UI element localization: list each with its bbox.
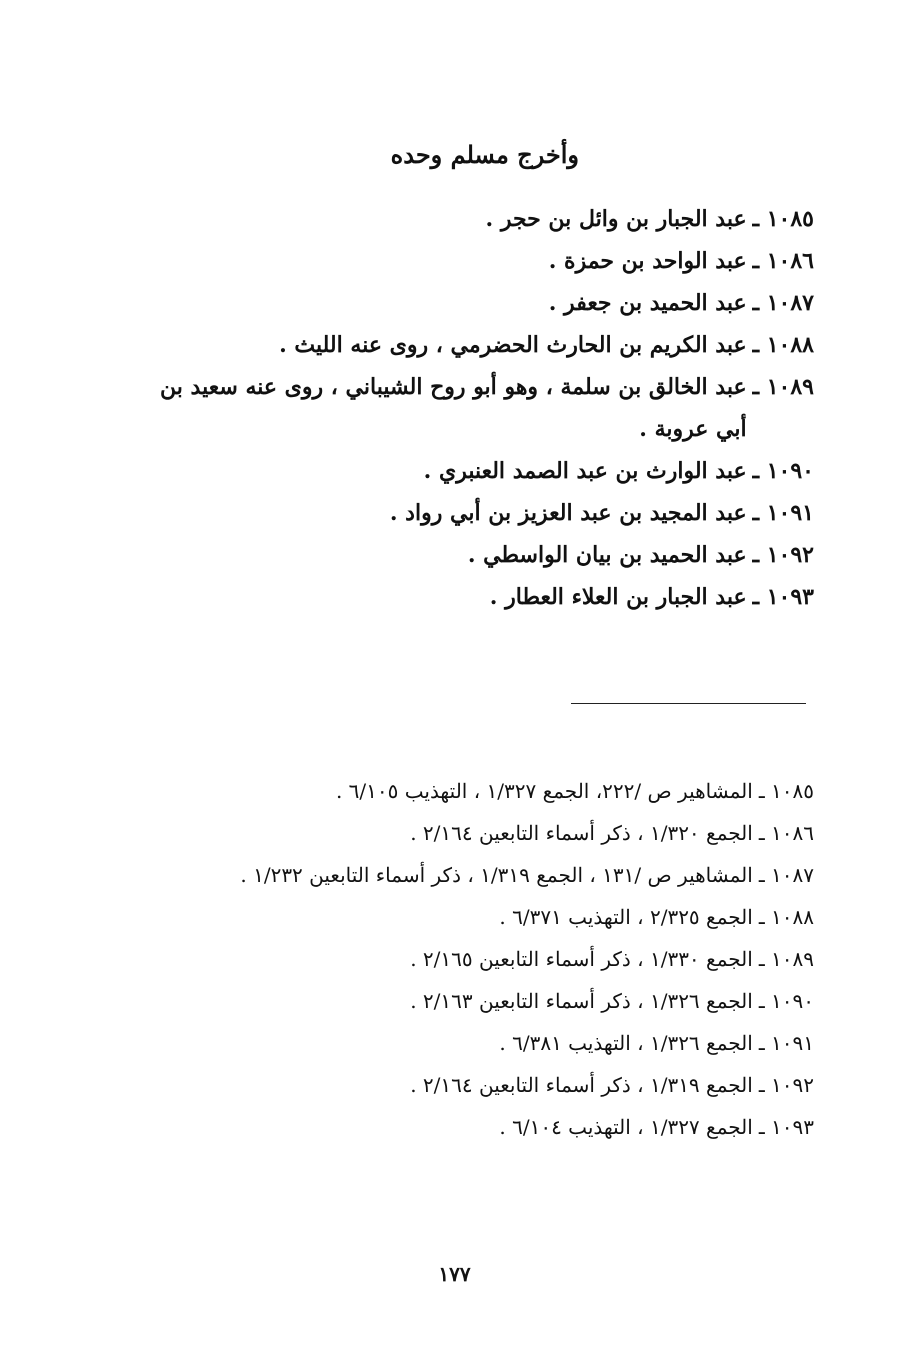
- footnote-separator: [571, 703, 806, 704]
- list-item: [134, 240, 814, 282]
- footnote-text: المشاهير ص /٢٢٢، الجمع ١/٣٢٧ ، التهذيب ٦/١٠٥ .: [335, 779, 753, 803]
- entry-text: عبد الحميد بن جعفر .: [548, 290, 747, 316]
- footnote-text: الجمع ١/٣١٩ ، ذكر أسماء التابعين ٢/١٦٤ .: [410, 1073, 753, 1097]
- entry-number: ١٠٨٧ ـ: [752, 290, 814, 316]
- footnote: [134, 938, 814, 980]
- footnote-number: ١٠٨٧ ـ: [758, 863, 814, 887]
- footnote-number: ١٠٨٩ ـ: [758, 947, 814, 971]
- list-item: [134, 492, 814, 534]
- list-item: [134, 198, 814, 240]
- footnote-text: الجمع ١/٣٢٠ ، ذكر أسماء التابعين ٢/١٦٤ .: [410, 821, 753, 845]
- entries-list: [134, 198, 814, 618]
- entry-text: عبد الواحد بن حمزة .: [548, 248, 747, 274]
- footnote: [134, 1022, 814, 1064]
- entry-number: ١٠٨٦ ـ: [752, 248, 814, 274]
- entry-text: عبد الوارث بن عبد الصمد العنبري .: [423, 458, 747, 484]
- footnote-text: الجمع ١/٣٢٧ ، التهذيب ٦/١٠٤ .: [499, 1115, 753, 1139]
- footnote: [134, 980, 814, 1022]
- list-item: [134, 282, 814, 324]
- footnote: [134, 1106, 814, 1148]
- footnote-text: الجمع ١/٣٢٦ ، ذكر أسماء التابعين ٢/١٦٣ .: [410, 989, 753, 1013]
- list-item: [134, 534, 814, 576]
- entry-text: عبد الحميد بن بيان الواسطي .: [467, 542, 747, 568]
- footnote-number: ١٠٩١ ـ: [758, 1031, 814, 1055]
- footnote-number: ١٠٨٨ ـ: [758, 905, 814, 929]
- entry-number: ١٠٨٥ ـ: [752, 206, 814, 232]
- footnote-text: الجمع ١/٣٢٦ ، التهذيب ٦/٣٨١ .: [499, 1031, 753, 1055]
- page-number: ١٧٧: [438, 1262, 471, 1286]
- entry-number: ١٠٩٢ ـ: [752, 542, 814, 568]
- list-item: [134, 450, 814, 492]
- entry-text: عبد المجيد بن عبد العزيز بن أبي رواد .: [389, 500, 747, 526]
- entry-number: ١٠٨٩ ـ: [752, 374, 814, 400]
- footnote-text: المشاهير ص /١٣١ ، الجمع ١/٣١٩ ، ذكر أسماء التابعين ١/٢٣٢ .: [240, 863, 753, 887]
- footnotes-list: [134, 770, 814, 1148]
- footnote-number: ١٠٩٣ ـ: [758, 1115, 814, 1139]
- entry-number: ١٠٩١ ـ: [752, 500, 814, 526]
- footnote: [134, 812, 814, 854]
- entry-number: ١٠٩٣ ـ: [752, 584, 814, 610]
- entry-text: عبد الخالق بن سلمة ، وهو أبو روح الشيباني ، روى عنه سعيد بن أبي عروبة .: [160, 374, 747, 442]
- entry-number: ١٠٩٠ ـ: [752, 458, 814, 484]
- list-item: [134, 324, 814, 366]
- footnote: [134, 896, 814, 938]
- footnote: [134, 770, 814, 812]
- entry-text: عبد الجبار بن العلاء العطار .: [489, 584, 747, 610]
- list-item: [134, 576, 814, 618]
- footnote-number: ١٠٩٢ ـ: [758, 1073, 814, 1097]
- entry-text: عبد الكريم بن الحارث الحضرمي ، روى عنه الليث .: [279, 332, 747, 358]
- list-item: [134, 366, 814, 450]
- section-heading: وأخرج مسلم وحده: [390, 140, 579, 169]
- footnote: [134, 854, 814, 896]
- footnote-number: ١٠٨٥ ـ: [758, 779, 814, 803]
- footnote: [134, 1064, 814, 1106]
- entry-text: عبد الجبار بن وائل بن حجر .: [485, 206, 747, 232]
- footnote-number: ١٠٩٠ ـ: [758, 989, 814, 1013]
- footnote-number: ١٠٨٦ ـ: [758, 821, 814, 845]
- entry-number: ١٠٨٨ ـ: [752, 332, 814, 358]
- footnote-text: الجمع ١/٣٣٠ ، ذكر أسماء التابعين ٢/١٦٥ .: [410, 947, 753, 971]
- footnote-text: الجمع ٢/٣٢٥ ، التهذيب ٦/٣٧١ .: [499, 905, 753, 929]
